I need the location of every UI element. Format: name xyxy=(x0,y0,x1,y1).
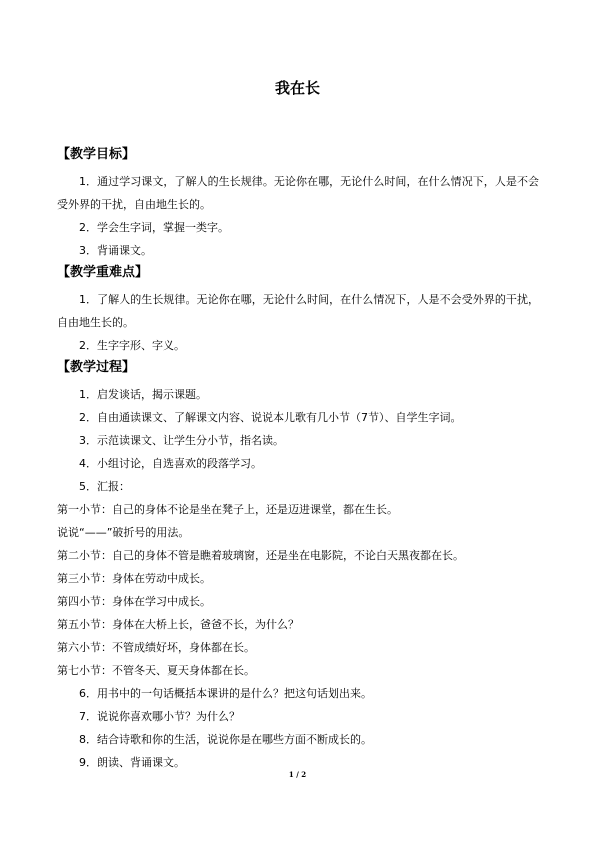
page-number: 1 / 2 xyxy=(288,770,307,779)
paragraph: 9．朗读、背诵课文。 xyxy=(79,756,185,769)
section-heading: 【教学目标】 xyxy=(57,147,136,162)
paragraph: 3．示范读课文、让学生分小节，指名读。 xyxy=(79,434,284,447)
paragraph: 1．了解人的生长规律。无论你在哪，无论什么时间，在什么情况下，人是不会受外界的干扰，自由地生长的。 xyxy=(57,293,539,329)
paragraph: 第一小节：自己的身体不论是坐在凳子上，还是迈进课堂，都在生长。 xyxy=(57,503,398,516)
paragraph: 7．说说你喜欢哪小节？为什么？ xyxy=(79,710,240,723)
paragraph: 1．启发谈话，揭示课题。 xyxy=(79,388,207,401)
paragraph: 4．小组讨论，自选喜欢的段落学习。 xyxy=(79,457,262,470)
section-heading: 【教学过程】 xyxy=(57,360,136,375)
paragraph: 2．学会生字词，掌握一类字。 xyxy=(79,221,229,234)
paragraph: 2．自由通读课文、了解课文内容、说说本儿歌有几小节（7节）、自学生字词。 xyxy=(79,411,462,424)
page-title: 我在长 xyxy=(274,79,320,97)
paragraph: 第四小节：身体在学习中成长。 xyxy=(57,595,211,608)
paragraph: 说说“——”破折号的用法。 xyxy=(57,526,190,539)
section-key-points xyxy=(57,264,539,357)
paragraph: 2．生字字形、字义。 xyxy=(79,339,185,352)
paragraph: 8．结合诗歌和你的生活，说说你是在哪些方面不断成长的。 xyxy=(79,733,372,746)
section-teaching-goals xyxy=(57,146,539,262)
section-teaching-process xyxy=(57,359,539,774)
paragraph: 第三小节：身体在劳动中成长。 xyxy=(57,572,211,585)
paragraph: 1．通过学习课文，了解人的生长规律。无论你在哪，无论什么时间，在什么情况下，人是不会受外界的干扰，自由地生长的。 xyxy=(57,175,539,211)
paragraph: 6．用书中的一句话概括本课讲的是什么？把这句话划出来。 xyxy=(79,687,372,700)
paragraph: 第七小节：不管冬天、夏天身体都在长。 xyxy=(57,664,255,677)
paragraph: 5．汇报： xyxy=(79,480,130,493)
paragraph: 3．背诵课文。 xyxy=(79,244,152,257)
paragraph: 第二小节：自己的身体不管是瞧着玻璃窗，还是坐在电影院，不论白天黑夜都在长。 xyxy=(57,549,464,562)
paragraph: 第六小节：不管成绩好坏，身体都在长。 xyxy=(57,641,255,654)
document-body xyxy=(57,146,539,774)
section-heading: 【教学重难点】 xyxy=(57,265,149,280)
paragraph: 第五小节：身体在大桥上长，爸爸不长，为什么？ xyxy=(57,618,299,631)
